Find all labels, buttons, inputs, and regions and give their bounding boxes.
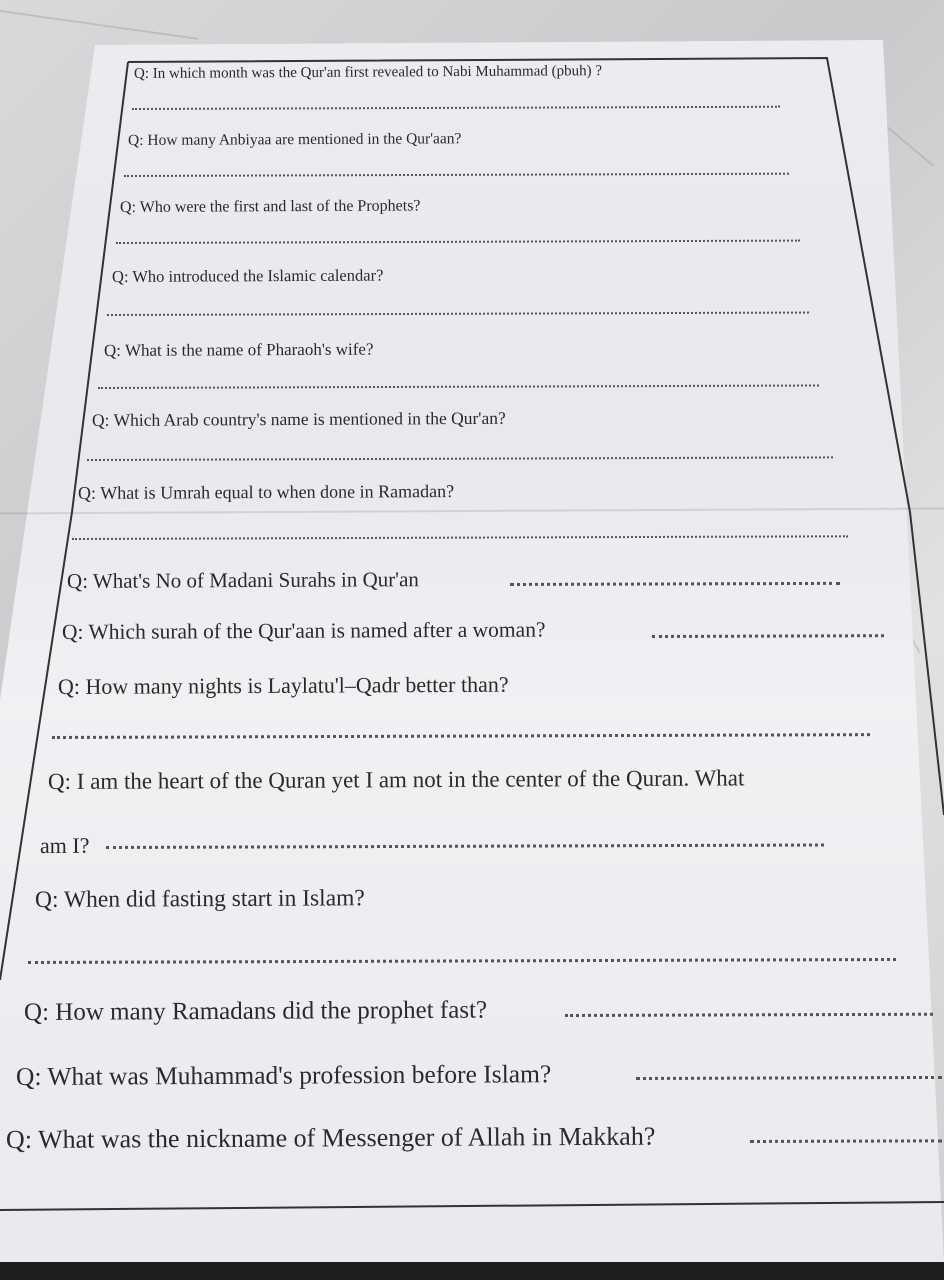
question-8: Q: What's No of Madani Surahs in Qur'an [66, 567, 419, 593]
question-11-continued: am I? [39, 832, 90, 858]
question-10: Q: How many nights is Laylatu'l–Qadr better than? [57, 671, 509, 699]
question-14: Q: What was Muhammad's profession before Islam? [15, 1059, 552, 1091]
question-12: Q: When did fasting start in Islam? [34, 885, 365, 913]
marble-vein [0, 10, 198, 40]
table-edge [0, 1262, 944, 1280]
question-15: Q: What was the nickname of Messenger of Allah in Makkah? [5, 1121, 656, 1154]
question-1: Q: In which month was the Qur'an first revealed to Nabi Muhammad (pbuh) ? [133, 63, 603, 82]
question-6: Q: Which Arab country's name is mentioned in the Qur'an? [91, 407, 506, 430]
question-3: Q: Who were the first and last of the Prophets? [119, 197, 421, 216]
question-11: Q: I am the heart of the Quran yet I am not in the center of the Quran. What [47, 765, 745, 794]
question-2: Q: How many Anbiyaa are mentioned in the Qur'aan? [127, 130, 462, 149]
question-7: Q: What is Umrah equal to when done in Ramadan? [77, 481, 455, 503]
question-13: Q: How many Ramadans did the prophet fast? [23, 996, 488, 1026]
question-5: Q: What is the name of Pharaoh's wife? [103, 339, 374, 360]
question-9: Q: Which surah of the Qur'aan is named after a woman? [61, 617, 546, 644]
question-4: Q: Who introduced the Islamic calendar? [111, 265, 384, 286]
